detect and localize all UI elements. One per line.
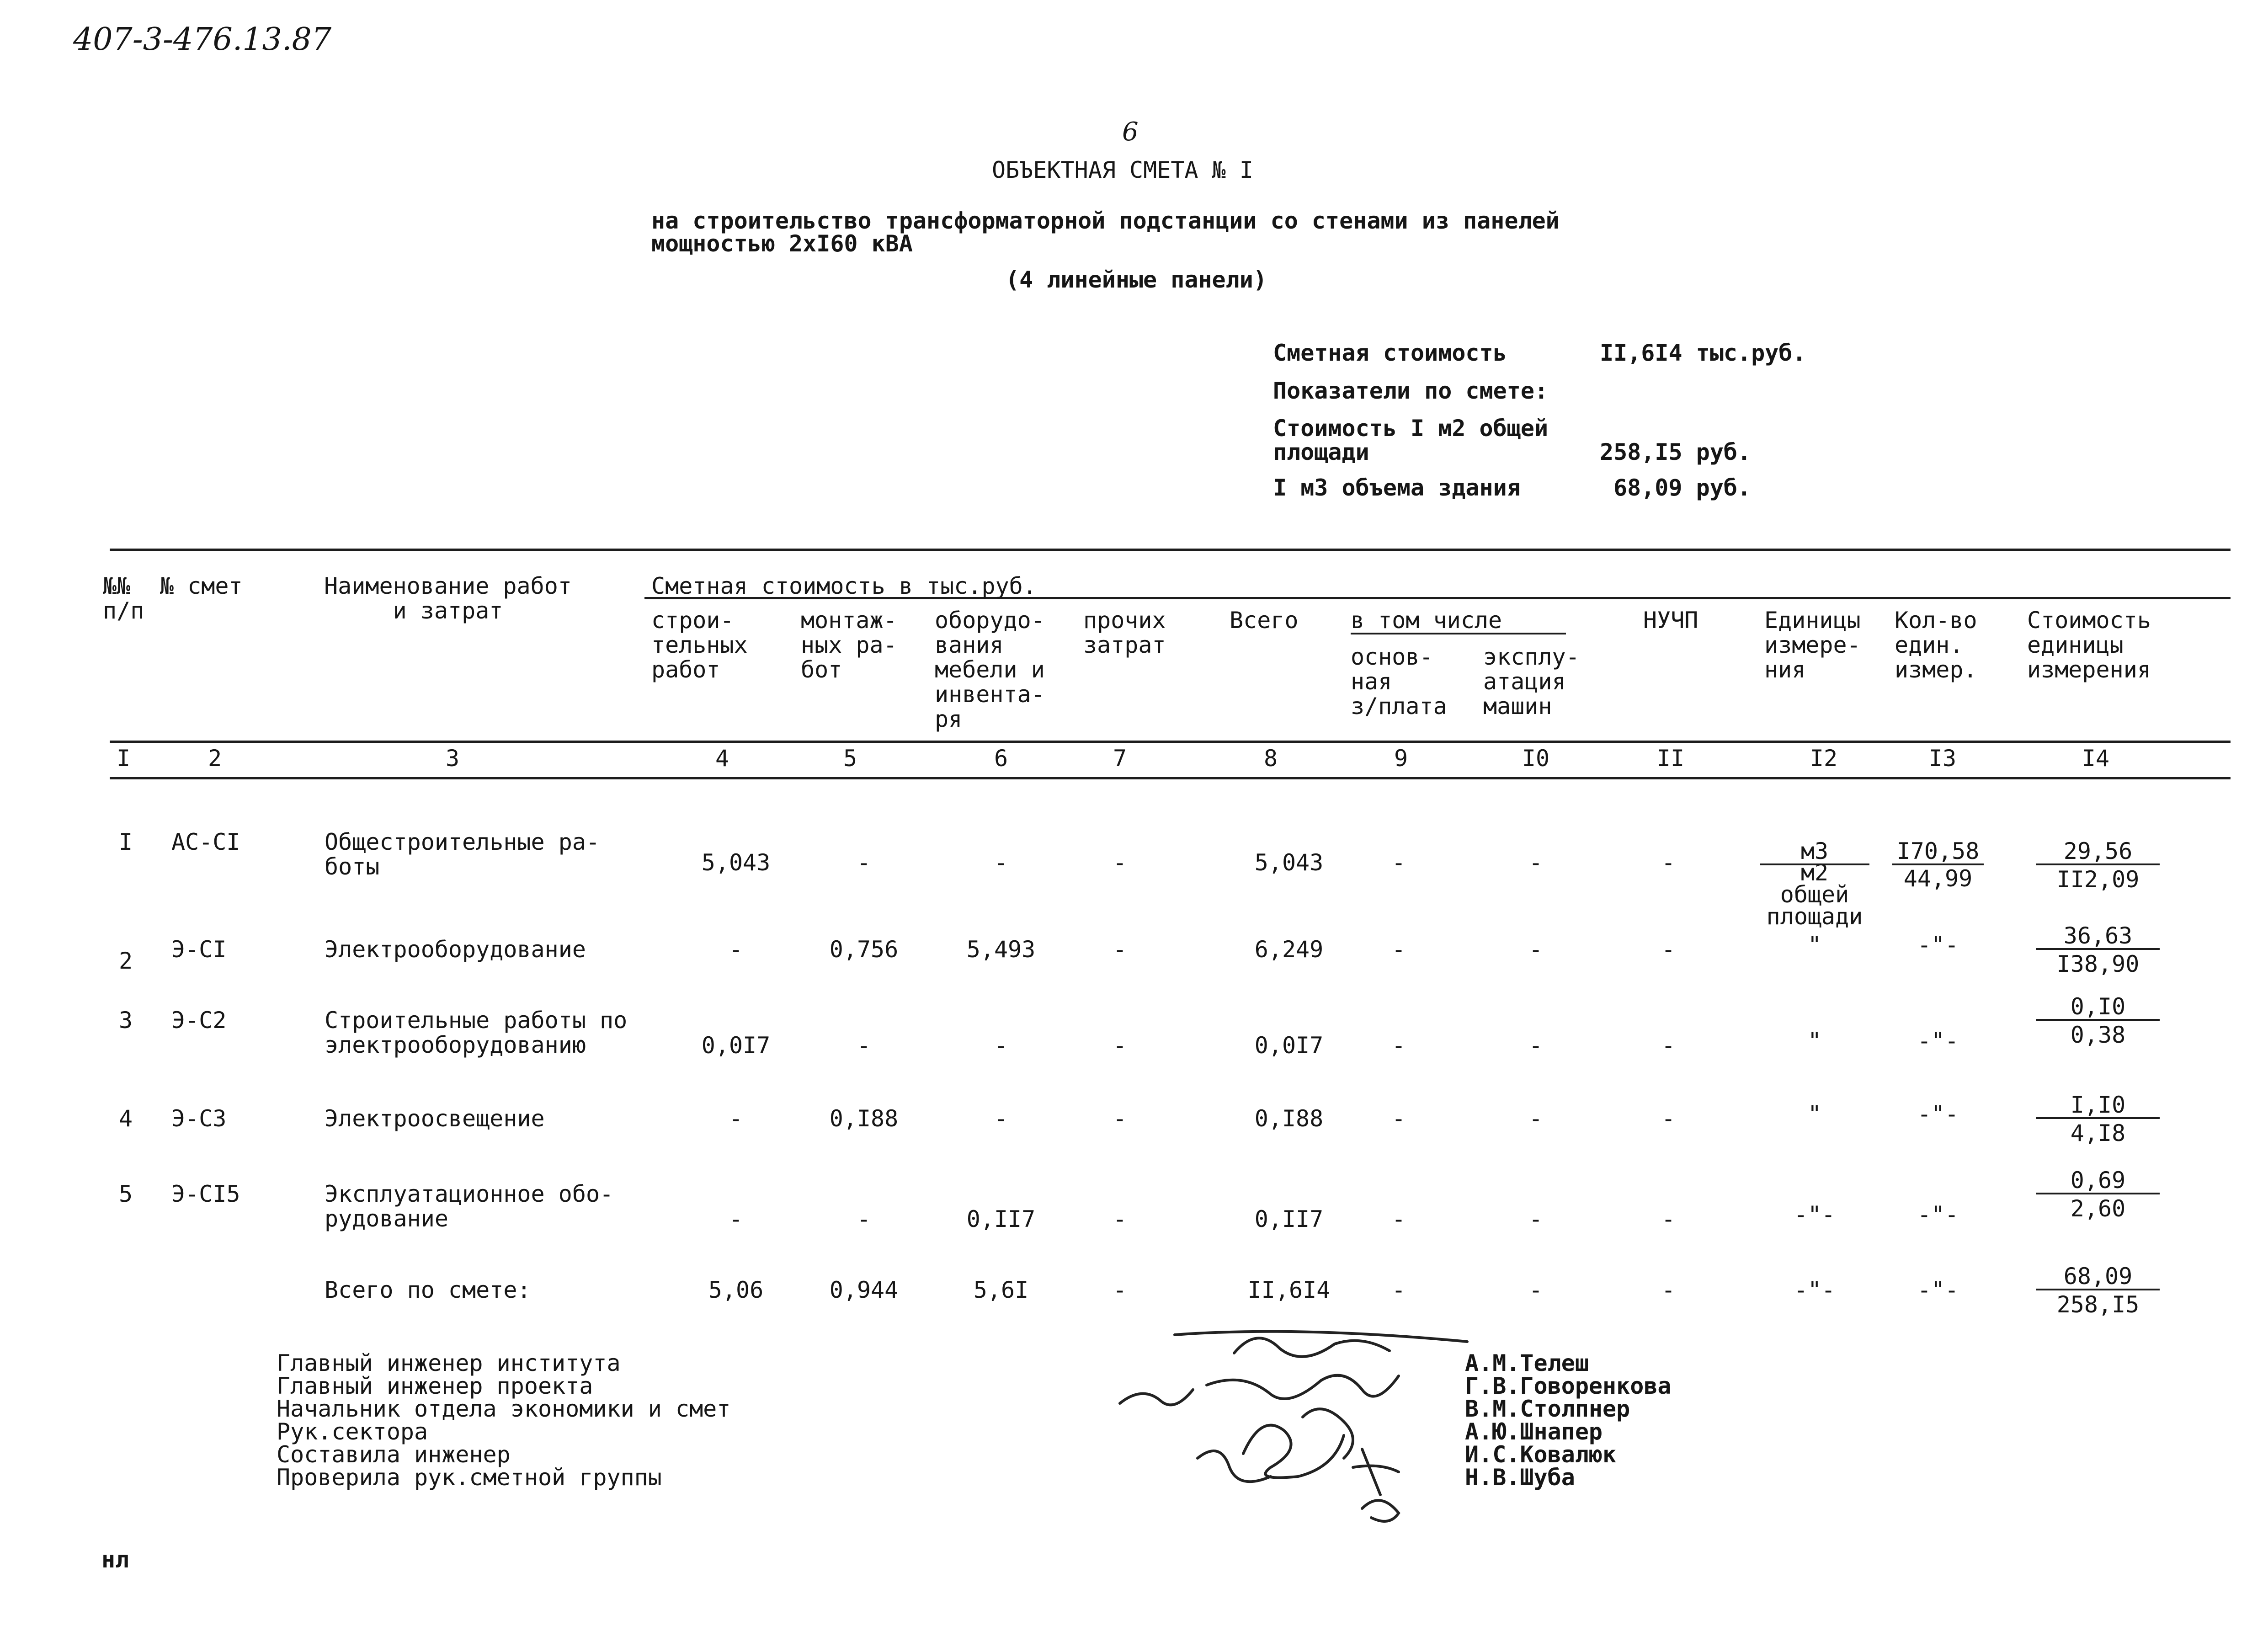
footer-mark: нл <box>101 1546 129 1573</box>
page-number: 6 <box>1122 117 1139 147</box>
row-machines: - <box>1528 1105 1543 1132</box>
total-equip-cost: 5,6I <box>973 1277 1029 1303</box>
row-qty: -"- <box>1917 1101 1959 1127</box>
summary-cost-label: Сметная стоимость <box>1273 340 1507 366</box>
signature-name: А.Ю.Шнапер <box>1465 1418 1603 1445</box>
row-smet-code: АС-СI <box>171 829 240 855</box>
row-build-cost: - <box>729 936 743 963</box>
col-number: 3 <box>445 745 460 772</box>
header-unit-cost: Стоимость единицы измерения <box>2027 607 2151 683</box>
header-machines: эксплу- атация машин <box>1483 644 1580 720</box>
row-number: I <box>118 829 133 855</box>
signature-name: Н.В.Шуба <box>1465 1464 1575 1491</box>
signature-name: В.М.Столпнер <box>1465 1396 1630 1422</box>
subtitle-line-2: мощностью 2хI60 кВА <box>651 230 913 257</box>
row-total-cost: 5,043 <box>1254 849 1324 876</box>
row-mount-cost: 0,756 <box>829 936 899 963</box>
row-qty: I70,58 <box>1892 839 1984 865</box>
total-mount-cost: 0,944 <box>829 1277 899 1303</box>
row-unit-cost: 0,I0 <box>2036 994 2160 1021</box>
summary-per-m2-value: 258,I5 руб. <box>1600 439 1752 465</box>
row-name: Общестроительные ра- боты <box>325 829 600 880</box>
row-build-cost: - <box>729 1105 743 1132</box>
row-wage: - <box>1391 849 1406 876</box>
row-other-cost: - <box>1113 1105 1127 1132</box>
row-name: Электроосвещение <box>325 1105 545 1132</box>
row-number: 3 <box>118 1007 133 1034</box>
row-unit: " <box>1807 1101 1822 1127</box>
summary-per-m3-value: 68,09 руб. <box>1613 474 1752 501</box>
col-number: 4 <box>715 745 729 772</box>
row-other-cost: - <box>1113 849 1127 876</box>
total-nuchp: - <box>1661 1277 1676 1303</box>
total-unit-cost: 68,09 <box>2036 1264 2160 1290</box>
col-number: I0 <box>1522 745 1550 772</box>
row-unit: " <box>1807 1028 1822 1054</box>
signature-role: Составила инженер <box>277 1441 511 1468</box>
row-nuchp: - <box>1661 1032 1676 1059</box>
header-smet: № смет <box>160 573 243 599</box>
row-machines: - <box>1528 849 1543 876</box>
row-unit-cost-secondary: I38,90 <box>2056 951 2140 977</box>
row-mount-cost: - <box>857 849 871 876</box>
signature-role: Проверила рук.сметной группы <box>277 1464 662 1491</box>
row-nuchp: - <box>1661 1206 1676 1232</box>
row-other-cost: - <box>1113 1206 1127 1232</box>
header-num: №№ п/п <box>103 573 144 624</box>
total-sum: II,6I4 <box>1247 1277 1331 1303</box>
signature-role: Рук.сектора <box>277 1418 428 1445</box>
row-nuchp: - <box>1661 936 1676 963</box>
signature-role: Главный инженер проекта <box>277 1373 593 1399</box>
row-mount-cost: - <box>857 1032 871 1059</box>
row-unit-secondary: м2 общей площади <box>1766 859 1863 930</box>
summary-per-m2-label: Стоимость I м2 общей <box>1273 415 1549 442</box>
header-cost-group: Сметная стоимость в тыс.руб. <box>651 573 1037 599</box>
col-number: I3 <box>1928 745 1957 772</box>
signature-role: Начальник отдела экономики и смет <box>277 1396 731 1422</box>
total-unit: -"- <box>1794 1277 1836 1303</box>
summary-indicators-label: Показатели по смете: <box>1273 378 1549 404</box>
row-wage: - <box>1391 1032 1406 1059</box>
subtitle-line-1: на строительство трансформаторной подстанции со стенами из панелей <box>651 208 1560 234</box>
row-unit-cost: 0,69 <box>2036 1168 2160 1194</box>
header-wage: основ- ная з/плата <box>1351 644 1447 720</box>
row-equip-cost: - <box>994 849 1008 876</box>
subtitle-note: (4 линейные панели) <box>1006 267 1267 293</box>
row-smet-code: Э-СI <box>171 936 227 963</box>
col-number: 6 <box>994 745 1008 772</box>
row-number: 5 <box>118 1181 133 1207</box>
row-name: Строительные работы по электрооборудованию <box>325 1007 628 1058</box>
row-machines: - <box>1528 1032 1543 1059</box>
row-qty-secondary: 44,99 <box>1903 865 1973 892</box>
total-label: Всего по смете: <box>325 1277 531 1303</box>
row-unit: м3 <box>1760 839 1869 865</box>
signature-role: Главный инженер института <box>277 1350 621 1376</box>
row-number: 4 <box>118 1105 133 1132</box>
total-wage: - <box>1391 1277 1406 1303</box>
row-machines: - <box>1528 1206 1543 1232</box>
total-unit-cost-secondary: 258,I5 <box>2056 1291 2140 1318</box>
row-wage: - <box>1391 936 1406 963</box>
row-total-cost: 0,II7 <box>1254 1206 1324 1232</box>
row-machines: - <box>1528 936 1543 963</box>
row-total-cost: 0,0I7 <box>1254 1032 1324 1059</box>
col-number: 2 <box>208 745 222 772</box>
row-name: Электрооборудование <box>325 936 586 963</box>
col-number: I4 <box>2082 745 2110 772</box>
summary-cost-value: II,6I4 тыс.руб. <box>1600 340 1806 366</box>
header-equip: оборудо- вания мебели и инвента- ря <box>935 607 1045 732</box>
row-other-cost: - <box>1113 1032 1127 1059</box>
col-number: I <box>116 745 131 772</box>
row-unit-cost: 29,56 <box>2036 839 2160 865</box>
row-unit: " <box>1807 932 1822 958</box>
row-equip-cost: 0,II7 <box>966 1206 1036 1232</box>
header-qty: Кол-во един. измер. <box>1895 607 1977 683</box>
signature-name: Г.В.Говоренкова <box>1465 1373 1672 1399</box>
row-wage: - <box>1391 1206 1406 1232</box>
total-build-cost: 5,06 <box>708 1277 764 1303</box>
total-machines: - <box>1528 1277 1543 1303</box>
summary-per-m3-label: I м3 объема здания <box>1273 474 1521 501</box>
row-smet-code: Э-СI5 <box>171 1181 240 1207</box>
header-name: Наименование работ и затрат <box>324 573 572 624</box>
row-name: Эксплуатационное обо- рудование <box>325 1181 614 1232</box>
row-equip-cost: - <box>994 1032 1008 1059</box>
row-build-cost: 0,0I7 <box>701 1032 771 1059</box>
row-qty: -"- <box>1917 1028 1959 1054</box>
row-total-cost: 6,249 <box>1254 936 1324 963</box>
row-unit-cost-secondary: II2,09 <box>2056 866 2140 893</box>
row-mount-cost: 0,I88 <box>829 1105 899 1132</box>
row-nuchp: - <box>1661 849 1676 876</box>
row-unit-cost: 36,63 <box>2036 923 2160 950</box>
row-mount-cost: - <box>857 1206 871 1232</box>
row-smet-code: Э-С3 <box>171 1105 227 1132</box>
col-number: 7 <box>1113 745 1127 772</box>
col-number: I2 <box>1810 745 1838 772</box>
summary-per-m2-label-2: площади <box>1273 439 1369 465</box>
header-mount: монтаж- ных ра- бот <box>801 607 897 683</box>
header-unit: Единицы измере- ния <box>1764 607 1861 683</box>
header-including: в том числе <box>1351 608 1566 634</box>
handwritten-signatures <box>1106 1317 1472 1531</box>
header-total: Всего <box>1230 607 1299 634</box>
row-qty: -"- <box>1917 932 1959 958</box>
signature-name: А.М.Телеш <box>1465 1350 1589 1376</box>
document-title: ОБЪЕКТНАЯ СМЕТА № I <box>992 157 1253 183</box>
row-other-cost: - <box>1113 936 1127 963</box>
col-number: 5 <box>843 745 857 772</box>
header-build: строи- тельных работ <box>651 607 748 683</box>
header-other: прочих затрат <box>1083 607 1166 658</box>
row-unit-cost-secondary: 4,I8 <box>2070 1120 2126 1146</box>
document-number: 407-3-476.13.87 <box>73 21 332 58</box>
row-build-cost: 5,043 <box>701 849 771 876</box>
row-unit-cost-secondary: 2,60 <box>2070 1195 2126 1222</box>
signature-name: И.С.Ковалюк <box>1465 1441 1617 1468</box>
row-build-cost: - <box>729 1206 743 1232</box>
col-number: 9 <box>1394 745 1408 772</box>
row-equip-cost: - <box>994 1105 1008 1132</box>
header-nuchp: НУЧП <box>1643 607 1698 634</box>
total-qty: -"- <box>1917 1277 1959 1303</box>
table-top-rule <box>110 549 2231 551</box>
row-wage: - <box>1391 1105 1406 1132</box>
row-number: 2 <box>118 948 133 974</box>
row-qty: -"- <box>1917 1201 1959 1228</box>
table-colnum-bottom-rule <box>110 777 2231 779</box>
row-unit: -"- <box>1794 1201 1836 1228</box>
col-number: II <box>1656 745 1685 772</box>
row-nuchp: - <box>1661 1105 1676 1132</box>
total-other-cost: - <box>1113 1277 1127 1303</box>
row-equip-cost: 5,493 <box>966 936 1036 963</box>
col-number: 8 <box>1263 745 1278 772</box>
row-unit-cost: I,I0 <box>2036 1093 2160 1119</box>
row-total-cost: 0,I88 <box>1254 1105 1324 1132</box>
row-unit-cost-secondary: 0,38 <box>2070 1022 2126 1048</box>
table-header-bottom-rule <box>110 741 2231 743</box>
row-smet-code: Э-С2 <box>171 1007 227 1034</box>
